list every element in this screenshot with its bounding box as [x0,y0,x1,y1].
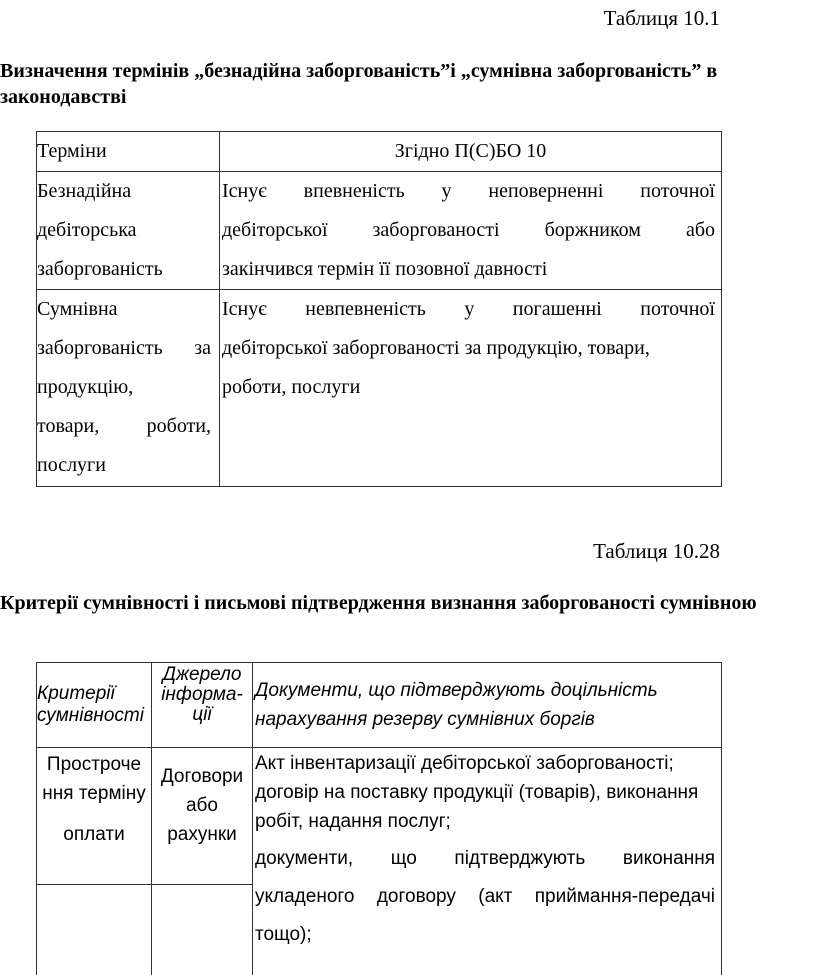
criteria-line: Простроче [37,750,151,779]
criteria-table [36,662,722,975]
header-criteria [37,663,152,748]
definition-line: Існує впевненість у неповерненні поточної [222,172,715,211]
criteria-cell-empty [37,885,152,975]
criteria-line: ння терміну [37,779,151,808]
document-line: договір на поставку продукції (товарів), виконання [255,778,715,807]
term-line: Безнадійна [37,172,219,211]
document-line: документи, що підтверджують виконання [255,840,715,878]
table1-caption: Таблиця 10.1 [604,6,720,31]
header-line: Критерії [37,683,151,705]
header-line: ції [152,705,252,725]
document-line: укладеного договору (акт приймання-передачі [255,878,715,916]
table-header-row [37,663,722,748]
definition-cell [220,290,722,487]
header-source [152,663,253,748]
term-line: Сумнівна [37,290,211,329]
header-documents [253,663,722,748]
document-line: Акт інвентаризації дебіторської заборгованості; [255,749,715,778]
term-line: заборгованість за [37,329,211,368]
definition-line: закінчився термін її позовної давності [222,250,715,289]
term-line: товари, роботи, [37,407,211,446]
header-line: інформа- [152,685,252,705]
header-line: нарахування резерву сумнівних боргів [255,705,721,734]
terms-table [36,131,722,487]
definition-line: дебіторської заборгованості за продукцію, товари, [222,329,715,368]
definition-line: Існує невпевненість у погашенні поточної [222,290,715,329]
header-standard [220,132,722,172]
term-line: продукцію, [37,368,211,407]
table2-caption: Таблиця 10.28 [593,539,720,564]
header-line: Документи, що підтверджують доцільність [255,676,721,705]
criteria-cell [37,748,152,885]
table2-heading: Критерії сумнівності і письмові підтвердження визнання заборгованості сумнівною [0,590,760,616]
definition-line: роботи, послуги [222,368,715,407]
document-line: тощо); [255,916,715,954]
document-line: робіт, надання послуг; [255,807,715,836]
definition-cell [220,172,722,290]
table-row [37,290,722,487]
table-header-row [37,132,722,172]
header-line: сумнівності [37,705,151,727]
term-cell [37,172,220,290]
table-row [37,748,722,885]
header-line: Джерело [152,665,252,685]
table1-heading: Визначення термінів „безнадійна заборгованість”і „сумнівна заборгованість” в законодавстві [0,58,760,110]
source-line: або [152,791,252,820]
criteria-line: оплати [37,820,151,849]
term-line: послуги [37,446,211,485]
source-line: рахунки [152,820,252,849]
term-line: дебіторська [37,211,219,250]
source-line: Договори [152,762,252,791]
term-cell [37,290,220,487]
documents-cell [253,748,722,975]
table-row [37,172,722,290]
header-terms [37,132,220,172]
source-cell-empty [152,885,253,975]
definition-line: дебіторської заборгованості боржником або [222,211,715,250]
header-standard-label: Згідно П(С)БО 10 [395,140,547,162]
source-cell [152,748,253,885]
header-terms-label: Терміни [37,140,107,162]
term-line: заборгованість [37,250,219,289]
